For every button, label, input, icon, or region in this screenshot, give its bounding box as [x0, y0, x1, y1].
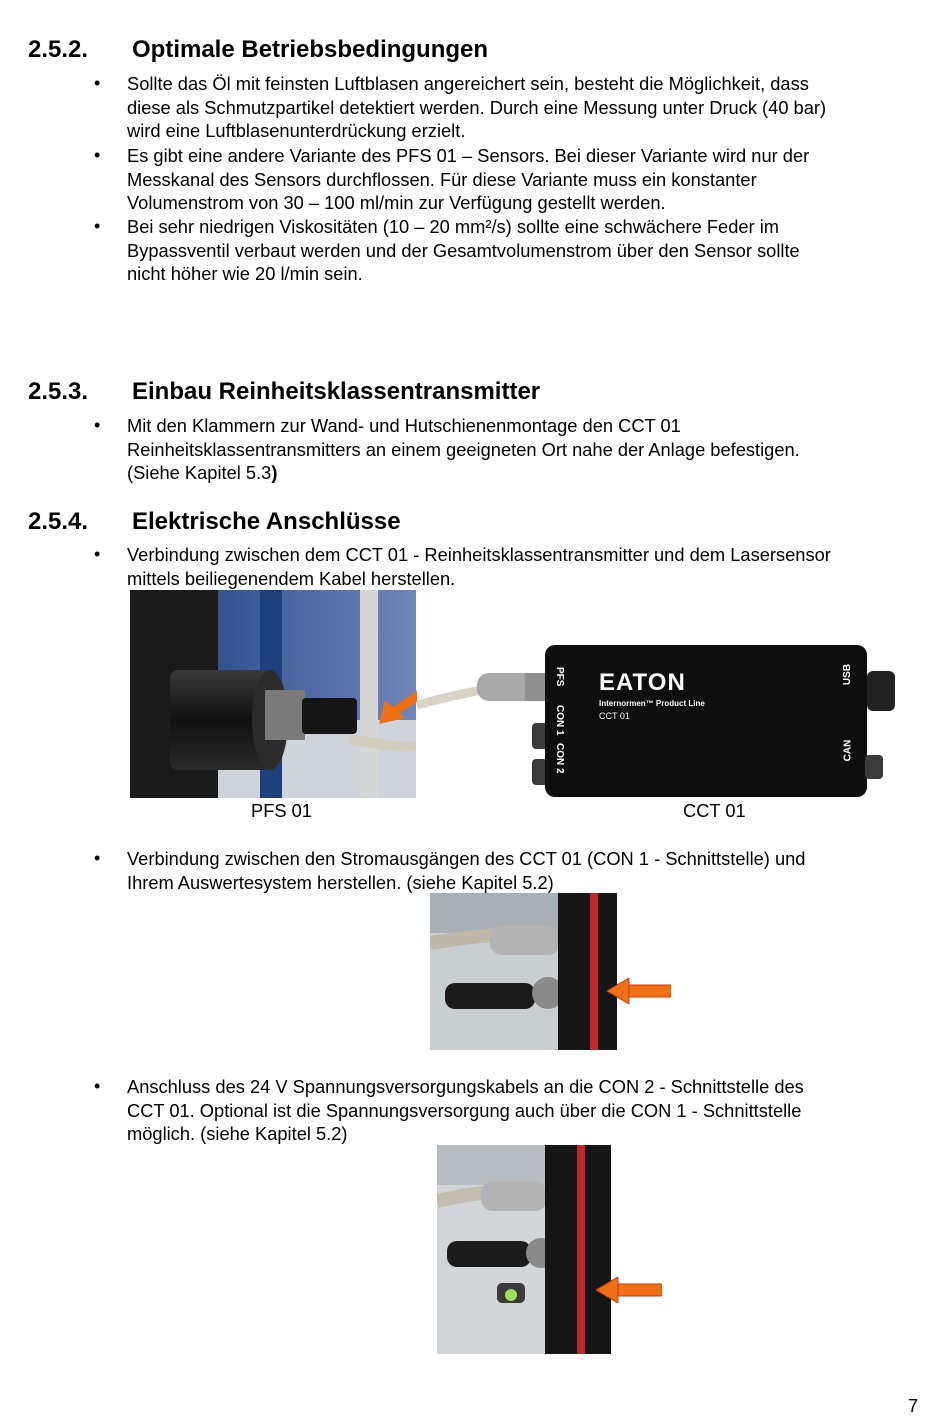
- arrow-left-icon: [607, 978, 671, 1004]
- bullet-text: [127, 144, 927, 215]
- bullet-icon: •: [94, 415, 101, 435]
- text-fragment-bold: ): [271, 462, 278, 483]
- text-line: Sollte das Öl mit feinsten Luftblasen angereichert sein, besteht die Möglichkeit, dass: [127, 73, 809, 94]
- text-line: Bypassventil verbaut werden und der Gesamtvolumenstrom über den Sensor sollte: [127, 239, 800, 261]
- brand-logo: EATON: [599, 669, 686, 696]
- section-heading-2-5-4: [28, 508, 401, 536]
- pfs-sensor-illustration: [130, 590, 416, 798]
- device-model: CCT 01: [599, 711, 630, 721]
- text-line: Mit den Klammern zur Wand- und Hutschienenmontage den CCT 01: [127, 415, 681, 436]
- bullet-icon: •: [94, 216, 101, 236]
- text-line: nicht höher wie 20 l/min sein.: [127, 263, 363, 284]
- section-heading-2-5-2: [28, 36, 488, 64]
- section-number: 2.5.3.: [28, 378, 89, 405]
- arrow-left-icon: [596, 1277, 662, 1303]
- section-number: 2.5.4.: [28, 508, 89, 535]
- bullet-text: [127, 847, 927, 894]
- bullet-text: [127, 543, 927, 590]
- section-title: Einbau Reinheitsklassentransmitter: [132, 378, 541, 405]
- text-line: Ihrem Auswertesystem herstellen. (siehe Kapitel 5.2): [127, 871, 554, 893]
- caption-cct: CCT 01: [683, 800, 746, 821]
- con1-connector-photo: [430, 893, 617, 1050]
- caption-pfs: PFS 01: [251, 800, 312, 821]
- text-line: Verbindung zwischen den Stromausgängen des CCT 01 (CON 1 - Schnittstelle) und: [127, 848, 806, 869]
- section-title: Elektrische Anschlüsse: [132, 508, 401, 535]
- cct-device-illustration: [417, 635, 907, 805]
- text-line: diese als Schmutzpartikel detektiert werden. Durch eine Messung unter Druck (40 bar): [127, 96, 827, 118]
- bullet-text: [127, 414, 927, 485]
- device-port-can: CAN: [842, 739, 854, 762]
- pfs-sensor-photo: [130, 590, 416, 798]
- bullet-text: [127, 1075, 927, 1146]
- bullet-icon: •: [94, 73, 101, 93]
- text-line: möglich. (siehe Kapitel 5.2): [127, 1123, 348, 1144]
- bullet-icon: •: [94, 145, 101, 165]
- text-line: Bei sehr niedrigen Viskositäten (10 – 20 mm²/s) sollte eine schwächere Feder im: [127, 216, 779, 237]
- section-heading-2-5-3: [28, 378, 540, 406]
- page-number: 7: [907, 1396, 918, 1416]
- con2-connector-photo: [437, 1145, 611, 1354]
- device-port-con1: CON 1: [554, 705, 565, 736]
- device-port-pfs: PFS: [554, 667, 565, 687]
- con2-connector-illustration: [437, 1145, 611, 1354]
- text-line: Es gibt eine andere Variante des PFS 01 – Sensors. Bei dieser Variante wird nur der: [127, 145, 810, 166]
- bullet-icon: •: [94, 1076, 101, 1096]
- text-line: Messkanal des Sensors durchflossen. Für diese Variante muss ein konstanter: [127, 168, 757, 190]
- device-port-usb: USB: [842, 663, 854, 686]
- bullet-icon: •: [94, 848, 101, 868]
- text-line: wird eine Luftblasenunterdrückung erzielt.: [127, 120, 466, 141]
- text-line: Volumenstrom von 30 – 100 ml/min zur Verfügung gestellt werden.: [127, 192, 666, 213]
- section-title: Optimale Betriebsbedingungen: [132, 36, 489, 63]
- cct-device-photo: [417, 635, 907, 805]
- bullet-text: [127, 215, 927, 286]
- text-fragment: (Siehe Kapitel 5.3: [127, 462, 272, 483]
- text-line: CCT 01. Optional ist die Spannungsversorgung auch über die CON 1 - Schnittstelle: [127, 1099, 802, 1121]
- text-line: Verbindung zwischen dem CCT 01 - Reinheitsklassentransmitter und dem Lasersensor: [127, 544, 831, 565]
- bullet-text: [127, 72, 927, 143]
- bullet-icon: •: [94, 544, 101, 564]
- section-number: 2.5.2.: [28, 36, 89, 63]
- text-line: [127, 461, 927, 485]
- text-line: mittels beiliegenendem Kabel herstellen.: [127, 567, 456, 589]
- text-line: Reinheitsklassentransmitters an einem geeigneten Ort nahe der Anlage befestigen.: [127, 438, 800, 460]
- con1-connector-illustration: [430, 893, 617, 1050]
- device-product-line: Internormen™ Product Line: [599, 699, 705, 708]
- device-port-con2: CON 2: [554, 743, 565, 774]
- text-line: Anschluss des 24 V Spannungsversorgungskabels an die CON 2 - Schnittstelle des: [127, 1076, 804, 1097]
